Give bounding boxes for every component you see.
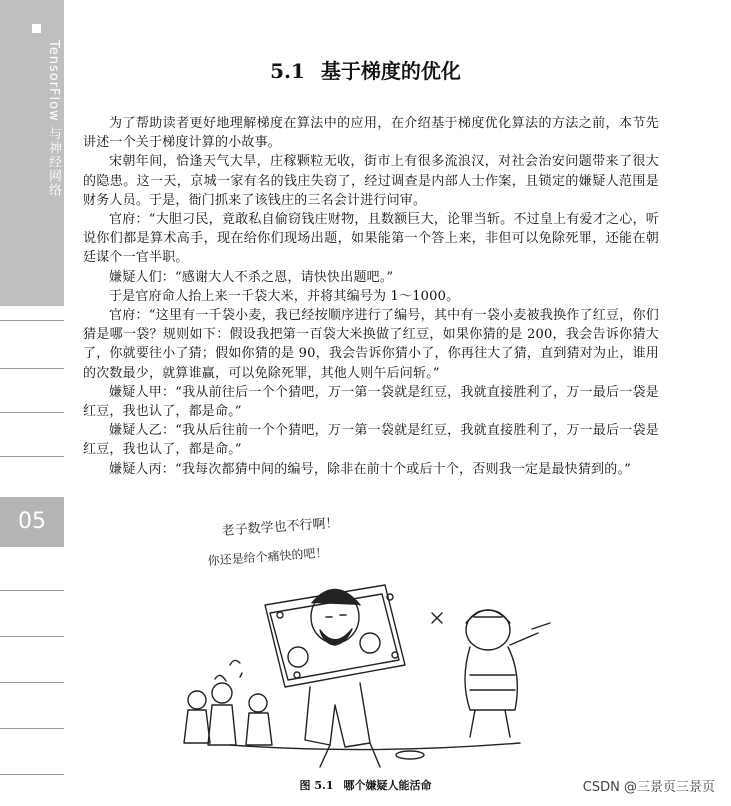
sidebar-divider: [0, 368, 64, 369]
paragraph: 于是官府命人抬上来一千袋大米，并将其编号为 1～1000。: [109, 288, 460, 304]
speech-text-line2: 你还是给个痛快的吧！: [207, 545, 328, 568]
sidebar-divider: [0, 774, 64, 775]
sidebar-divider: [0, 682, 64, 683]
sidebar-divider: [0, 456, 64, 457]
paragraph: 嫌疑人丙：“我每次都猜中间的编号，除非在前十个或后十个，否则我一定是最快猜到的。”: [109, 461, 631, 477]
speech-text-line1: 老子数学也不行啊！: [221, 515, 340, 539]
watermark: CSDN @三景页三景页: [582, 780, 715, 795]
sidebar-divider: [0, 636, 64, 637]
section-title: 基于梯度的优化: [320, 59, 461, 83]
section-heading: [0, 55, 731, 84]
section-number: 5.1: [270, 59, 305, 83]
sidebar-divider: [0, 320, 64, 321]
cartoon-illustration: [170, 505, 560, 775]
sidebar-divider: [0, 412, 64, 413]
figure-caption-text: 哪个嫌疑人能活命: [343, 779, 432, 792]
paragraph: 为了帮助读者更好地理解梯度在算法中的应用，在介绍基于梯度优化算法的方法之前，本节先讲述一个关于梯度计算的小故事。: [83, 116, 659, 151]
paragraph: 官府：“这里有一千袋小麦，我已经按顺序进行了编号，其中有一袋小麦被我换作了红豆，你们猜是哪一袋？规则如下：假设我把第一百袋大米换做了红豆，如果你猜的是 200，我会告诉你猜大了，你就要往小了猜；假如你猜的是 90，我会告诉你猜小了，你再往大了猜，直到猜对为止，谁用的次数最少，就算谁赢，可以免除死罪，其他人则午后问斩。”: [83, 308, 659, 381]
sidebar-divider: [0, 590, 64, 591]
sidebar-square-marker: [32, 24, 41, 33]
body-text: [83, 114, 659, 479]
sidebar-divider: [0, 728, 64, 729]
paragraph: 嫌疑人乙：“我从后往前一个个猜吧，万一第一袋就是红豆，我就直接胜利了，万一最后一袋是红豆，我也认了，都是命。”: [83, 423, 659, 458]
paragraph: 宋朝年间，恰逢天气大旱，庄稼颗粒无收，街市上有很多流浪汉，对社会治安问题带来了很大的隐患。这一天，京城一家有名的钱庄失窃了，经过调查是内部人士作案，且锁定的嫌疑人范围是财务人员。于是，衙门抓来了该钱庄的三名会计进行问审。: [83, 154, 659, 208]
paragraph: 官府：“大胆刁民，竟敢私自偷窃钱庄财物，且数额巨大，论罪当斩。不过皇上有爱才之心，听说你们都是算术高手，现在给你们现场出题，如果能第一个答上来，非但可以免除死罪，还能在朝廷谋个一官半职。: [83, 212, 659, 266]
figure-number: 图 5.1: [299, 779, 334, 792]
book-title: TensorFlow 与神经网络: [46, 40, 61, 197]
paragraph: 嫌疑人甲：“我从前往后一个个猜吧，万一第一袋就是红豆，我就直接胜利了，万一最后一袋是红豆，我也认了，都是命。”: [83, 384, 659, 420]
paragraph: 嫌疑人们：“感谢大人不杀之恩，请快快出题吧。”: [109, 269, 394, 285]
chapter-tab: 05: [0, 497, 64, 547]
